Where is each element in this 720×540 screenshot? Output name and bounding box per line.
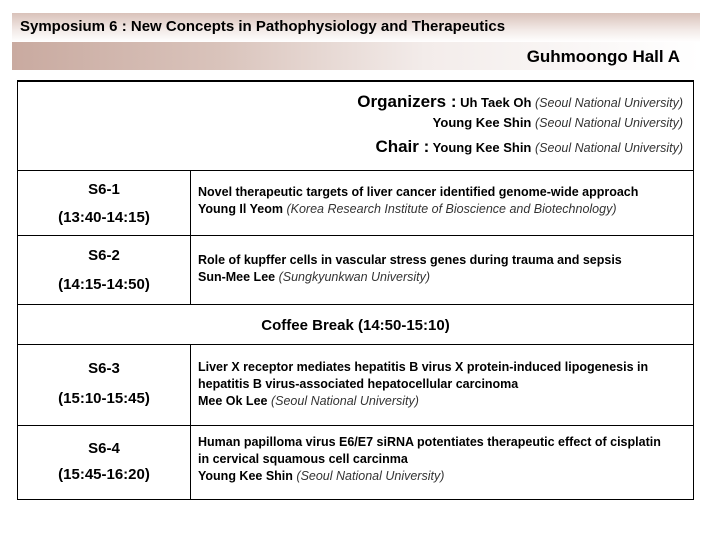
organizer-name: Young Kee Shin bbox=[432, 115, 532, 130]
session-time: (15:45-16:20) bbox=[58, 466, 150, 483]
session-title: Human papilloma virus E6/E7 siRNA potentiates therapeutic effect of cisplatin bbox=[198, 435, 661, 449]
session-title: hepatitis B virus-associated hepatocellular carcinoma bbox=[198, 377, 519, 391]
chair-line bbox=[375, 137, 683, 157]
chair-affiliation: (Seoul National University) bbox=[535, 141, 683, 155]
speaker-affiliation: (Seoul National University) bbox=[270, 394, 419, 408]
session-title: Novel therapeutic targets of liver cancer identified genome-wide approach bbox=[198, 185, 639, 199]
speaker-affiliation: (Korea Research Institute of Bioscience and Biotechnology) bbox=[286, 202, 617, 216]
speaker-name: Sun-Mee Lee bbox=[198, 270, 276, 284]
speaker-affiliation: (Sungkyunkwan University) bbox=[278, 270, 431, 284]
session-id: S6-3 bbox=[88, 360, 120, 377]
symposium-title: Symposium 6 : New Concepts in Pathophysiology and Therapeutics bbox=[20, 18, 506, 35]
session-title: in cervical squamous cell carcinma bbox=[198, 452, 408, 466]
session-time: (15:10-15:45) bbox=[58, 390, 150, 407]
organizer-affiliation: (Seoul National University) bbox=[535, 96, 683, 110]
organizer-affiliation: (Seoul National University) bbox=[535, 116, 683, 130]
hall-name: Guhmoongo Hall A bbox=[526, 47, 680, 66]
symposium-title-bar bbox=[12, 13, 700, 42]
organizers-section bbox=[18, 82, 693, 171]
coffee-break-label: Coffee Break (14:50-15:10) bbox=[261, 317, 450, 334]
organizer-line-1 bbox=[357, 92, 683, 112]
session-time: (13:40-14:15) bbox=[58, 209, 150, 226]
chair-label: Chair : bbox=[375, 137, 430, 156]
coffee-break-row bbox=[18, 305, 693, 345]
session-row bbox=[18, 170, 693, 236]
program-table bbox=[17, 80, 694, 500]
organizer-name: Uh Taek Oh bbox=[460, 95, 532, 110]
session-row bbox=[18, 345, 693, 426]
session-time: (14:15-14:50) bbox=[58, 276, 150, 293]
speaker-name: Mee Ok Lee bbox=[198, 394, 268, 408]
session-row bbox=[18, 426, 693, 499]
speaker-name: Young Kee Shin bbox=[198, 469, 293, 483]
session-id: S6-1 bbox=[88, 181, 120, 198]
session-title: Role of kupffer cells in vascular stress genes during trauma and sepsis bbox=[198, 253, 622, 267]
session-id: S6-4 bbox=[88, 440, 120, 457]
organizers-label: Organizers : bbox=[357, 92, 457, 111]
session-id: S6-2 bbox=[88, 247, 120, 264]
speaker-name: Young Il Yeom bbox=[198, 202, 283, 216]
hall-bar bbox=[12, 42, 700, 70]
chair-name: Young Kee Shin bbox=[432, 140, 532, 155]
session-row bbox=[18, 236, 693, 305]
session-title: Liver X receptor mediates hepatitis B virus X protein-induced lipogenesis in bbox=[198, 360, 649, 374]
organizer-line-2 bbox=[433, 115, 683, 130]
speaker-affiliation: (Seoul National University) bbox=[296, 469, 445, 483]
